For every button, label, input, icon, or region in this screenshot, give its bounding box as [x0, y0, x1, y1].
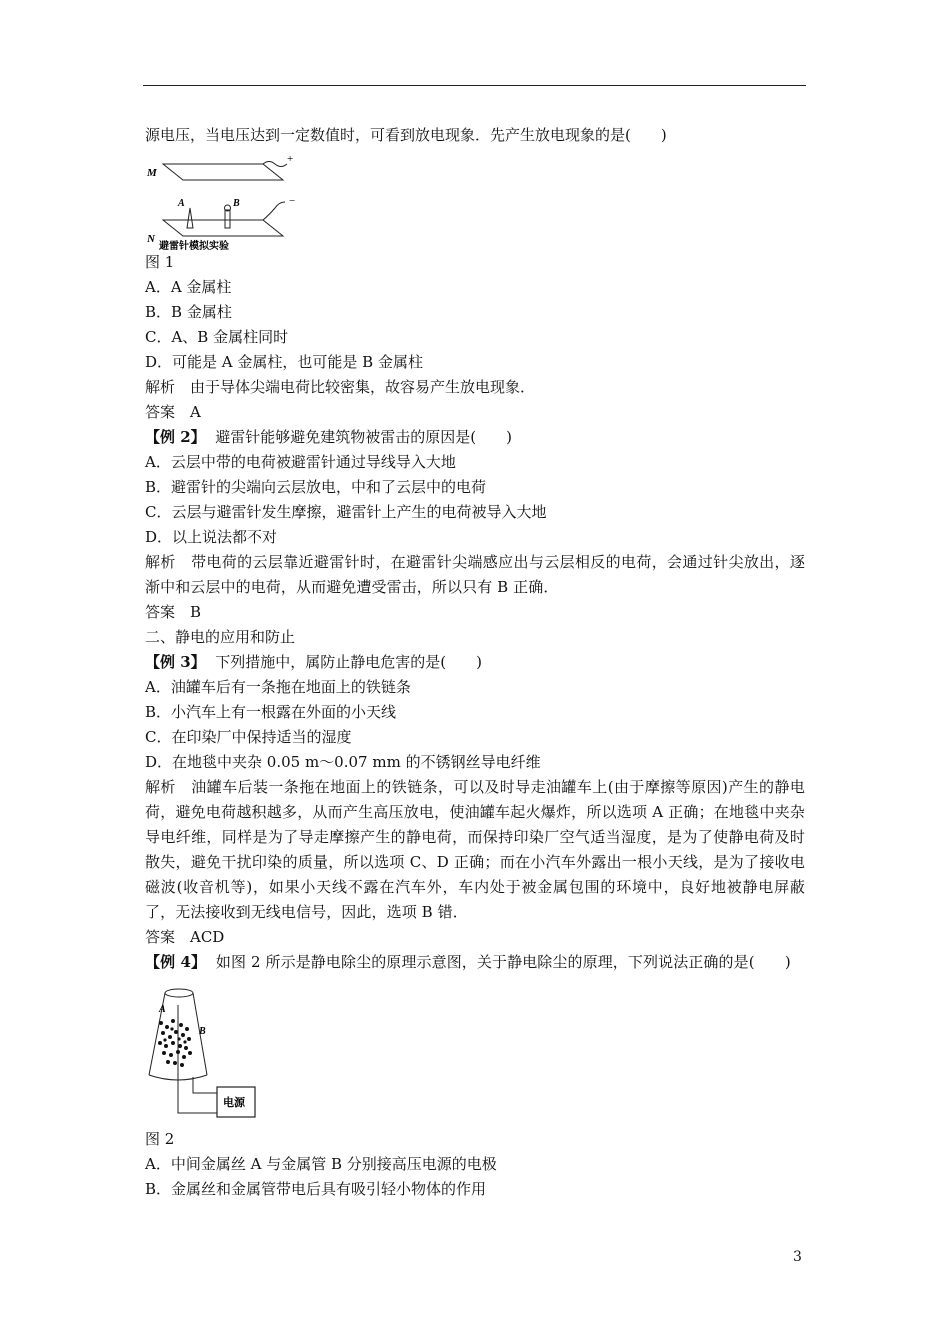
example-4-question: 如图 2 所示是静电除尘的原理示意图，关于静电除尘的原理，下列说法正确的是( )	[215, 953, 791, 971]
ex2-option-b: B．避雷针的尖端向云层放电，中和了云层中的电荷	[145, 478, 487, 496]
question-stem-continuation: 源电压，当电压达到一定数值时，可看到放电现象．先产生放电现象的是( )	[145, 126, 667, 144]
ex3-option-a: A．油罐车后有一条拖在地面上的铁链条	[145, 678, 411, 696]
fig1-minus-label: −	[289, 195, 296, 207]
example-2-stem	[145, 425, 805, 450]
fig1-label-b: B	[233, 198, 240, 209]
example-3-tag: 【例 3】	[145, 653, 206, 671]
ex3-analysis: 解析 油罐车后装一条拖在地面上的铁链条，可以及时导走油罐车上(由于摩擦等原因)产生的静电荷，避免电荷越积越多，从而产生高压放电，使油罐车起火爆炸，所以选项 A 正确；在地毯中夹杂导电纤维，同样是为了导走摩擦产生的静电荷，而保持印染厂空气适当湿度，是为了使静电荷及时散失，避免干扰印染的质量，所以选项 C、D 正确；而在小汽车外露出一根小天线，是为了接收电磁波(收音机等)，如果小天线不露在汽车外，车内处于被金属包围的环境中，良好地被静电屏蔽了，无法接收到无线电信号，因此，选项 B 错．	[145, 778, 805, 921]
fig1-label-n: N	[147, 233, 155, 245]
page-number: 3	[793, 1249, 802, 1265]
q1-analysis: 解析 由于导体尖端电荷比较密集，故容易产生放电现象．	[145, 378, 536, 396]
fig2-power-label: 电源	[223, 1096, 245, 1109]
ex2-answer: 答案 B	[145, 603, 202, 621]
ex2-analysis: 解析 带电荷的云层靠近避雷针时，在避雷针尖端感应出与云层相反的电荷，会通过针尖放出，逐渐中和云层中的电荷，从而避免遭受雷击，所以只有 B 正确．	[145, 553, 805, 596]
ex4-option-b: B．金属丝和金属管带电后具有吸引轻小物体的作用	[145, 1180, 487, 1198]
lightning-rod-figure	[145, 150, 305, 250]
q1-option-c: C．A、B 金属柱同时	[145, 328, 289, 346]
electrostatic-precipitator-figure	[145, 983, 265, 1121]
q1-option-a: A．A 金属柱	[145, 278, 232, 296]
section-heading: 二、静电的应用和防止	[145, 628, 296, 646]
example-2-question: 避雷针能够避免建筑物被雷击的原因是( )	[215, 428, 512, 446]
fig2-label-a: A	[159, 1004, 166, 1015]
example-4-tag: 【例 4】	[145, 953, 207, 971]
example-3-question: 下列措施中，属防止静电危害的是( )	[215, 653, 482, 671]
fig1-inner-caption: 避雷针模拟实验	[159, 241, 229, 250]
dust-particles	[158, 1019, 192, 1067]
fig2-label-b: B	[199, 1026, 206, 1037]
ex3-answer: 答案 ACD	[145, 928, 225, 946]
fig1-label-m: M	[147, 167, 157, 179]
fig1-plus-label: +	[287, 153, 294, 165]
fig1-label-a: A	[178, 198, 185, 209]
ex2-option-a: A．云层中带的电荷被避雷针通过导线导入大地	[145, 453, 456, 471]
ex4-option-a: A．中间金属丝 A 与金属管 B 分别接高压电源的电极	[145, 1155, 497, 1173]
example-2-tag: 【例 2】	[145, 428, 206, 446]
ex3-option-c: C．在印染厂中保持适当的湿度	[145, 728, 352, 746]
header-rule	[143, 85, 806, 86]
ex2-option-c: C．云层与避雷针发生摩擦，避雷针上产生的电荷被导入大地	[145, 503, 547, 521]
figure-2-caption: 图 2	[145, 1130, 175, 1148]
ex3-option-d: D．在地毯中夹杂 0.05 m～0.07 mm 的不锈钢丝导电纤维	[145, 753, 541, 771]
figure-1-caption: 图 1	[145, 253, 175, 271]
example-4-stem	[145, 950, 805, 975]
page-content	[145, 123, 805, 1202]
ex3-option-b: B．小汽车上有一根露在外面的小天线	[145, 703, 397, 721]
example-3-stem	[145, 650, 805, 675]
ex2-option-d: D．以上说法都不对	[145, 528, 278, 546]
q1-answer: 答案 A	[145, 403, 201, 421]
q1-option-b: B．B 金属柱	[145, 303, 232, 321]
q1-option-d: D．可能是 A 金属柱，也可能是 B 金属柱	[145, 353, 423, 371]
